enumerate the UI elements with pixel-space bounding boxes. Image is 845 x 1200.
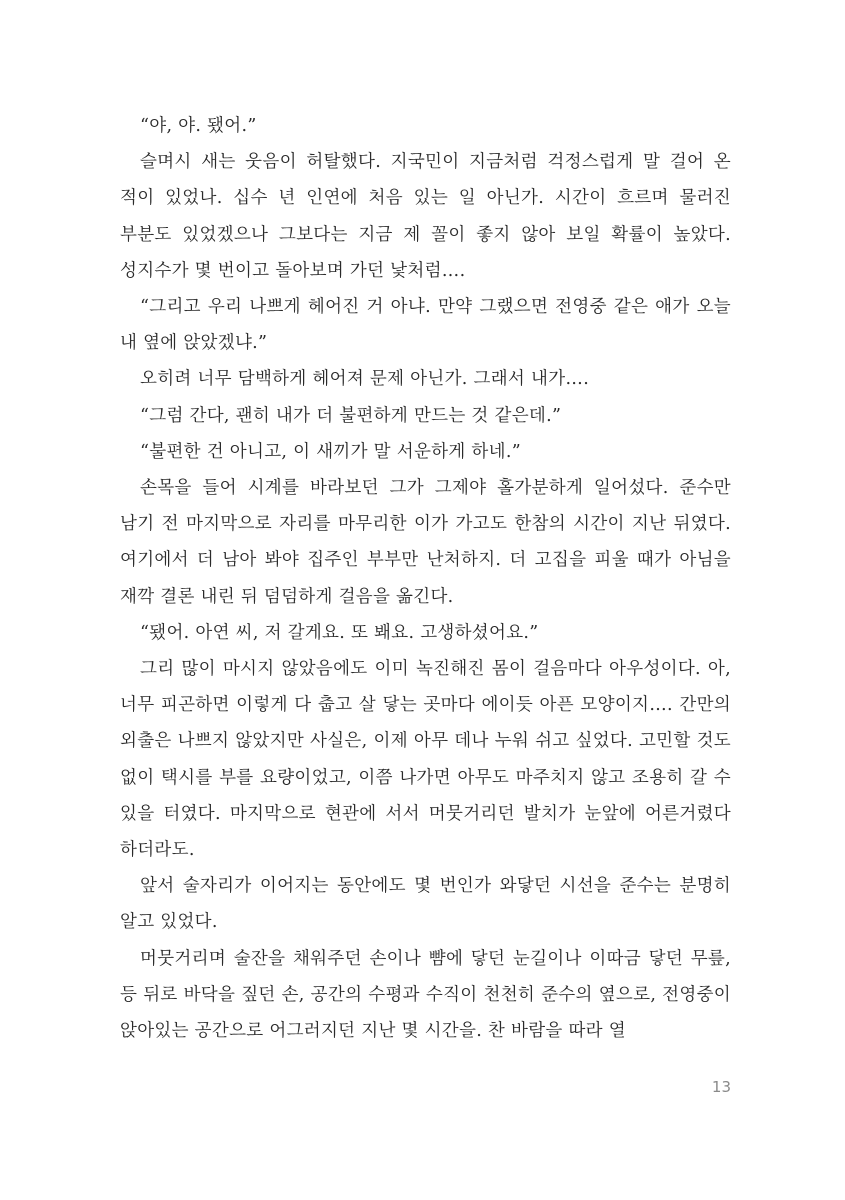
paragraph-6: “불편한 건 아니고, 이 새끼가 말 서운하게 하네.”: [140, 441, 521, 462]
paragraph-5: “그럼 간다, 괜히 내가 더 불편하게 만드는 것 같은데.”: [140, 405, 562, 426]
paragraph-7: 손목을 들어 시계를 바라보던 그가 그제야 홀가분하게 일어섰다. 준수만 남기 전 마지막으로 자리를 마무리한 이가 가고도 한참의 시간이 지난 뒤였다. 여기에서 더 남아 봐야 집주인 부부만 난처하지. 더 고집을 피울 때가 아님을 재깍 결론 내린 뒤 덤덤하게 걸음을 옮긴다.: [120, 478, 731, 607]
paragraph-10: 앞서 술자리가 이어지는 동안에도 몇 번인가 와닿던 시선을 준수는 분명히 알고 있었다.: [120, 876, 731, 933]
paragraph-9: 그리 많이 마시지 않았음에도 이미 녹진해진 몸이 걸음마다 아우성이다. 아, 너무 피곤하면 이렇게 다 춥고 살 닿는 곳마다 에이듯 아픈 모양이지…. 간만의 외출은 나쁘지 않았지만 사실은, 이제 아무 데나 누워 쉬고 싶었다. 고민할 것도 없이 택시를 부를 요량이었고, 이쯤 나가면 아무도 마주치지 않고 조용히 갈 수 있을 터였다. 마지막으로 현관에 서서 머뭇거리던 발치가 눈앞에 어른거렸다 하더라도.: [120, 659, 731, 861]
paragraph-2: 슬며시 새는 웃음이 허탈했다. 지국민이 지금처럼 걱정스럽게 말 걸어 온 적이 있었나. 십수 년 인연에 처음 있는 일 아닌가. 시간이 흐르며 물러진 부분도 있었겠으나 그보다는 지금 제 꼴이 좋지 않아 보일 확률이 높았다. 성지수가 몇 번이고 돌아보며 가던 낯처럼….: [120, 152, 731, 281]
paragraph-1: “야, 야. 됐어.”: [140, 116, 257, 136]
paragraph-11: 머뭇거리며 술잔을 채워주던 손이나 뺨에 닿던 눈길이나 이따금 닿던 무릎, 등 뒤로 바닥을 짚던 손, 공간의 수평과 수직이 천천히 준수의 옆으로, 전영중이 앉아있는 공간으로 어그러지던 지난 몇 시간을. 찬 바람을 따라 열: [120, 948, 731, 1042]
paragraph-3: “그리고 우리 나쁘게 헤어진 거 아냐. 만약 그랬으면 전영중 같은 애가 오늘 내 옆에 앉았겠냐.”: [120, 297, 731, 354]
page-number: 13: [711, 1078, 731, 1096]
paragraph-8: “됐어. 아연 씨, 저 갈게요. 또 봬요. 고생하셨어요.”: [140, 622, 539, 643]
paragraph-4: 오히려 너무 담백하게 헤어져 문제 아닌가. 그래서 내가….: [140, 369, 590, 390]
body-text: [120, 108, 731, 1049]
